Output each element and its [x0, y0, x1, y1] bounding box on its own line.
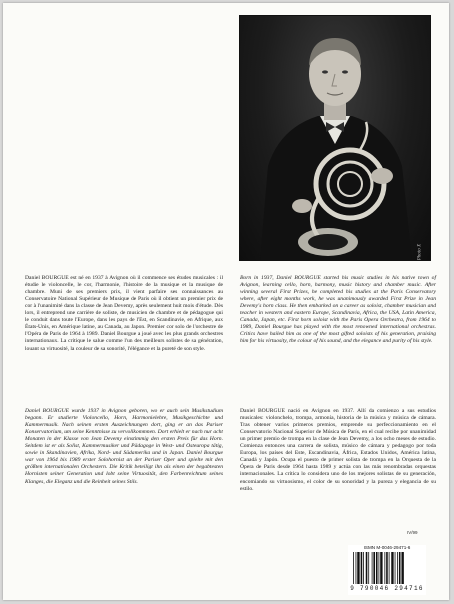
barcode-digits: 9 790046 294716	[350, 585, 424, 592]
ismn-number: ISMN M-0046-29471-6	[363, 545, 411, 550]
biography-english: Born in 1937, Daniel BOURGUE started his music studies in his native town of Avignon, learning cello, horn, harmony, music history and chamber music. After winning several First Prizes, he completed his studies at the Paris Conservatory where, after eight months work, he was unanimously awarded First Prize in Jean Devemy's horn class. He then embarked on a career as soloist, chamber musician and teacher in western and eastern Europe, Scandinavia, Africa, the USA, Latin America, Canada, Japan, etc. First horn soloist with the Paris Opera Orchestra, from 1964 to 1989, Daniel Bourgue has played with the most renowned international orchestras. Critics have hailed him as one of the most gifted soloists of his generation, praising him for his virtuosity, the colour of his sound, and the elegance and purity of his style.	[240, 274, 436, 345]
biography-german: Daniel BOURGUE wurde 1937 in Avignon geboren, wo er auch sein Musikstudium begann. Er studierte Violoncello, Horn, Harmonielehre, Musikgeschichte und Kammermusik. Nach seinen ersten Auszeichnungen dort, ging er an das Pariser Konservatorium, um seine Kenntnisse zu vervollkommnen. Dort erhielt er nach nur acht Monaten in der Klasse von Jean Devemy einstimmig den ersten Preis für das Horn. Seitdem ist er als Solist, Kammermusiker und Pädagoge in West- und Osteuropa tätig, sowie in Skandinavien, Afrika, Nord- und Südamerika und in Japan. Daniel Bourgue war von 1964 bis 1989 erster Solohornist an der Pariser Oper und spielte mit den größten internationalen Orchestern. Die Kritik beteiligt ihn als einen der begabtesten Hornisten seiner Generation und lobt seine Virtuosität, den Farbenreichtum seines Klanges, die Eleganz und die Reinheit seines Stils.	[25, 407, 223, 485]
back-cover-page	[3, 3, 449, 600]
portrait-photo	[239, 15, 431, 261]
photo-credit: Photo X	[417, 244, 422, 261]
barcode-block	[348, 545, 426, 595]
biography-spanish: Daniel BOURGUE nació en Avignon en 1937. Allí da comienzo a sus estudios musicales: violonchelo, trompa, armonía, historia de la música y música de cámara. Tras obtener varios primeros premios, emprende su perfeccionamiento en el Conservatorio Nacional Superior de Música de París, en el cual recibe por unanimidad un primer premio de trompa en la clase de Jean Devemy, a los ocho meses de estudio. Comienza entonces una carrera de solista, músico de cámara y pedagogo por toda Europa, los países del Este, Escandinavia, África, Estados Unidos, América latina, Canadá y Japón. Ocupa el puesto de primer solista de trompa en la Orquesta de la Ópera de Paris desde 1964 hasta 1989 y actúa con las más renombradas orquestas internacionales. La crítica lo considera uno de los mejores solistas de su generación, encomiando su virtuosismo, el color de su sonoridad y la pureza y elegancia de su estilo.	[240, 407, 436, 492]
barcode-image	[352, 552, 422, 584]
biography-french: Daniel BOURGUE est né en 1937 à Avignon où il commence ses études musicales : il étudie le violoncelle, le cor, l'harmonie, l'histoire de la musique et la musique de chambre. Muni de ses premiers prix, il vient parfaire ses connaissances au Conservatoire National Supérieur de Musique de Paris où il obtient un premier prix de cor à l'unanimité dans la classe de Jean Devemy, après seulement huit mois d'étude. Dès lors, il entreprend une carrière de soliste, de musicien de chambre et de pédagogue qui le conduit dans toute l'Europe, dans les pays de l'Est, en Scandinavie, en Afrique, aux États-Unis, en Amérique latine, au Canada, au Japon. Premier cor solo de l'orchestre de l'Opéra de Paris de 1964 à 1989. Daniel Bourgue a joué avec les plus grands orchestres internationaux. La critique le salue comme l'un des meilleurs solistes de sa génération, louant sa virtuosité, la couleur de sa sonorité, l'élégance et la pureté de son style.	[25, 274, 223, 352]
catalog-code: IV/99	[407, 530, 418, 535]
horn-player-illustration	[240, 16, 430, 260]
